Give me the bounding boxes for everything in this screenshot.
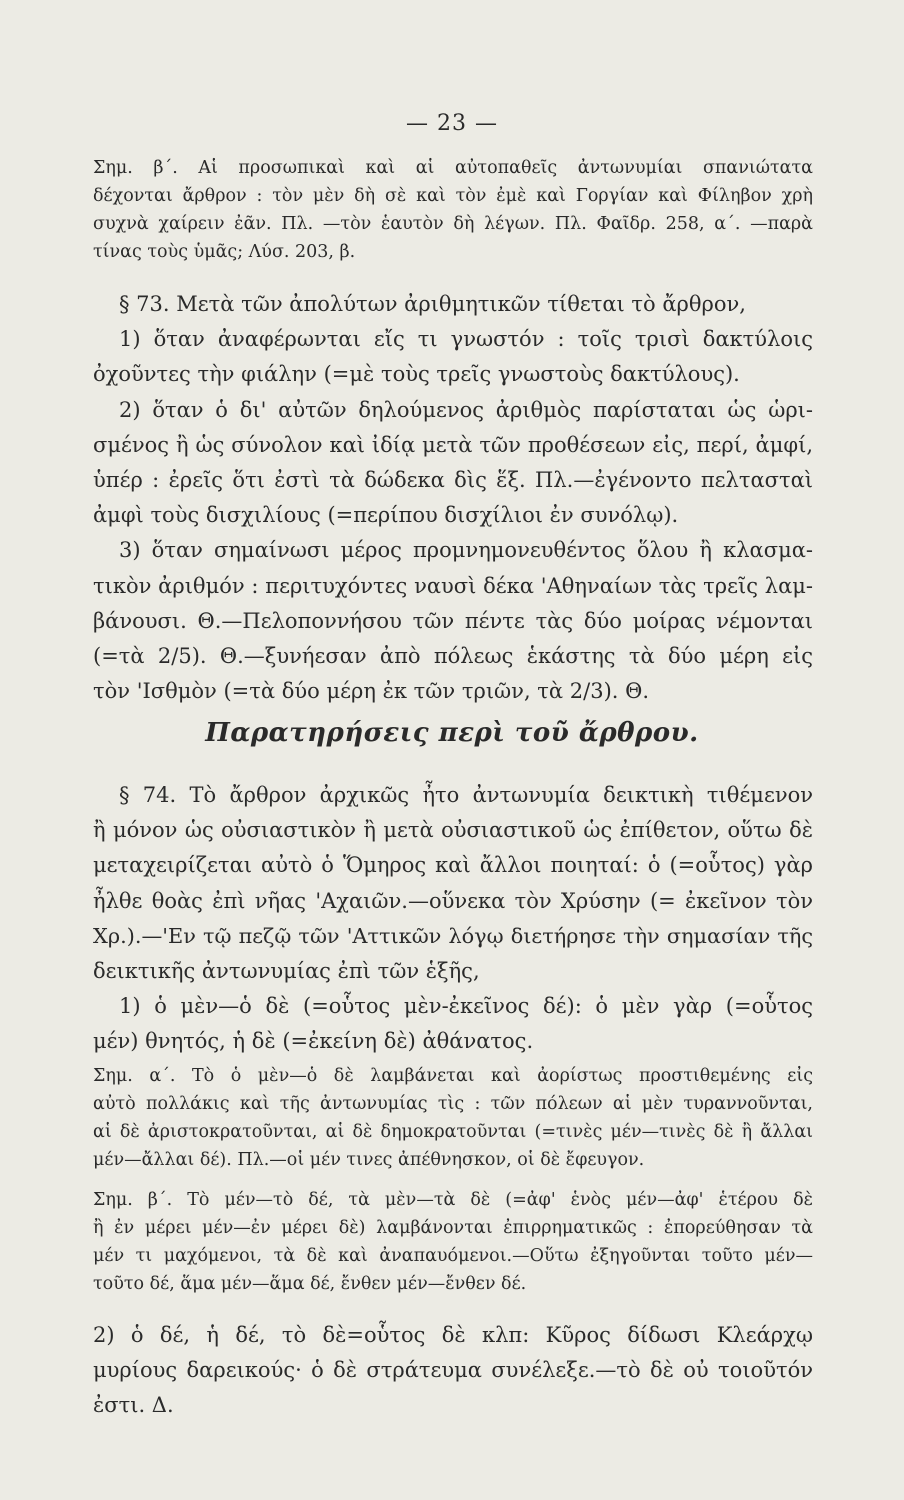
text-line: μυρίους δαρεικούς· ὁ δὲ στράτευμα συνέλεξε.—τὸ δὲ οὐ τοιοῦτόν <box>93 1358 813 1383</box>
text-line: βάνουσι. Θ.—Πελοποννήσου τῶν πέντε τὰς δύο μοίρας νέμονται <box>93 608 813 633</box>
text-line: ἀμφὶ τοὺς δισχιλίους (=περίπου δισχίλιοι ἐν συνόλῳ). <box>93 503 679 528</box>
section-heading: Παρατηρήσεις περὶ τοῦ ἄρθρου. <box>205 718 699 748</box>
text-line: 2) ὅταν ὁ δι' αὐτῶν δηλούμενος ἀριθμὸς παρίσταται ὡς ὡρι- <box>119 397 813 422</box>
text-line: 1) ὅταν ἀναφέρωνται εἴς τι γνωστόν : τοῖς τρισὶ δακτύλοις <box>119 327 813 352</box>
section-74 <box>93 778 813 1060</box>
text-line: μέν—ἄλλαι δέ). Πλ.—οἱ μέν τινες ἀπέθνησκον, οἱ δὲ ἔφευγον. <box>93 1150 645 1170</box>
text-line: 1) ὁ μὲν—ὁ δὲ (=οὗτος μὲν-ἐκεῖνος δέ): ὁ μὲν γὰρ (=οὗτος <box>119 994 813 1019</box>
text-line: Σημ. β΄. Τὸ μέν—τὸ δέ, τὰ μὲν—τὰ δὲ (=ἀφ' ἑνὸς μέν—ἀφ' ἑτέρου δὲ <box>93 1190 813 1210</box>
text-line: μέν τι μαχόμενοι, τὰ δὲ καὶ ἀναπαυόμενοι.—Οὕτω ἐξηγοῦνται τοῦτο μέν— <box>93 1246 813 1266</box>
section-73 <box>93 287 813 709</box>
section-2-o-de <box>93 1318 813 1424</box>
text-line: § 73. Μετὰ τῶν ἀπολύτων ἀριθμητικῶν τίθεται τὸ ἄρθρον, <box>119 292 746 316</box>
note-b-adverbial <box>93 1186 813 1298</box>
text-line: αὐτὸ πολλάκις καὶ τῆς ἀντωνυμίας τὶς : τῶν πόλεων αἱ μὲν τυραννοῦνται, <box>93 1094 813 1114</box>
text-line: δέχονται ἄρθρον : τὸν μὲν δὴ σὲ καὶ τὸν ἐμὲ καὶ Γοργίαν καὶ Φίληβον χρὴ <box>93 186 813 206</box>
text-line: 2) ὁ δέ, ἡ δέ, τὸ δὲ=οὗτος δὲ κλπ: Κῦρος δίδωσι Κλεάρχῳ <box>93 1323 813 1347</box>
text-line: ἐστι. Δ. <box>93 1393 174 1418</box>
text-line: § 74. Τὸ ἄρθρον ἀρχικῶς ἦτο ἀντωνυμία δεικτικὴ τιθέμενον <box>119 783 813 807</box>
text-line: ὑπέρ : ἐρεῖς ὅτι ἐστὶ τὰ δώδεκα δὶς ἕξ. Πλ.—ἐγένοντο πελτασταὶ <box>93 468 813 493</box>
text-line: τικὸν ἀριθμόν : περιτυχόντες ναυσὶ δέκα 'Αθηναίων τὰς τρεῖς λαμ- <box>93 573 813 598</box>
text-line: δεικτικῆς ἀντωνυμίας ἐπὶ τῶν ἑξῆς, <box>93 959 480 984</box>
text-line: Χρ.).—'Εν τῷ πεζῷ τῶν 'Αττικῶν λόγῳ διετήρησε τὴν σημασίαν τῆς <box>93 923 813 948</box>
page-number: — 23 — <box>406 111 498 136</box>
text-line: 3) ὅταν σημαίνωσι μέρος προμνημονευθέντος ὅλου ἢ κλασμα- <box>119 538 813 563</box>
text-line: συχνὰ χαίρειν ἐᾶν. Πλ. —τὸν ἑαυτὸν δὴ λέγων. Πλ. Φαῖδρ. 258, α΄. —παρὰ <box>93 214 813 234</box>
text-line: ἢ μόνον ὡς οὐσιαστικὸν ἢ μετὰ οὐσιαστικοῦ ὡς ἐπίθετον, οὕτω δὲ <box>93 818 813 843</box>
text-line: αἱ δὲ ἀριστοκρατοῦνται, αἱ δὲ δημοκρατοῦνται (=τινὲς μέν—τινὲς δὲ ἢ ἄλλαι <box>93 1122 813 1142</box>
text-line: ἦλθε θοὰς ἐπὶ νῆας 'Αχαιῶν.—οὕνεκα τὸν Χρύσην (= ἐκεῖνον τὸν <box>93 888 813 913</box>
text-line: τοῦτο δέ, ἅμα μέν—ἅμα δέ, ἔνθεν μέν—ἔνθεν δέ. <box>93 1274 527 1294</box>
note-b-pronouns <box>93 154 813 266</box>
text-line: Σημ. α΄. Τὸ ὁ μὲν—ὁ δὲ λαμβάνεται καὶ ἀορίστως προστιθεμένης εἰς <box>93 1066 813 1086</box>
text-line: τὸν 'Ισθμὸν (=τὰ δύο μέρη ἐκ τῶν τριῶν, τὰ 2/3). Θ. <box>93 679 649 704</box>
text-line: Σημ. β΄. Αἱ προσωπικαὶ καὶ αἱ αὐτοπαθεῖς ἀντωνυμίαι σπανιώτατα <box>93 158 813 178</box>
text-line: ἢ ἐν μέρει μέν—ἐν μέρει δὲ) λαμβάνονται ἐπιρρηματικῶς : ἐπορεύθησαν τὰ <box>93 1218 813 1238</box>
text-line: τίνας τοὺς ὑμᾶς; Λύσ. 203, β. <box>93 242 356 262</box>
text-line: ὀχοῦντες τὴν φιάλην (=μὲ τοὺς τρεῖς γνωστοὺς δακτύλους). <box>93 362 740 387</box>
text-line: σμένος ἢ ὡς σύνολον καὶ ἰδίᾳ μετὰ τῶν προθέσεων εἰς, περί, ἀμφί, <box>93 432 813 457</box>
text-line: μεταχειρίζεται αὐτὸ ὁ Ὅμηρος καὶ ἄλλοι ποιηταί: ὁ (=οὗτος) γὰρ <box>93 853 813 878</box>
note-a-article <box>93 1062 813 1174</box>
text-line: (=τὰ 2/5). Θ.—ξυνήεσαν ἀπὸ πόλεως ἑκάστης τὰ δύο μέρη εἰς <box>93 644 813 669</box>
text-line: μέν) θνητός, ἡ δὲ (=ἐκείνη δὲ) ἀθάνατος. <box>93 1029 534 1054</box>
